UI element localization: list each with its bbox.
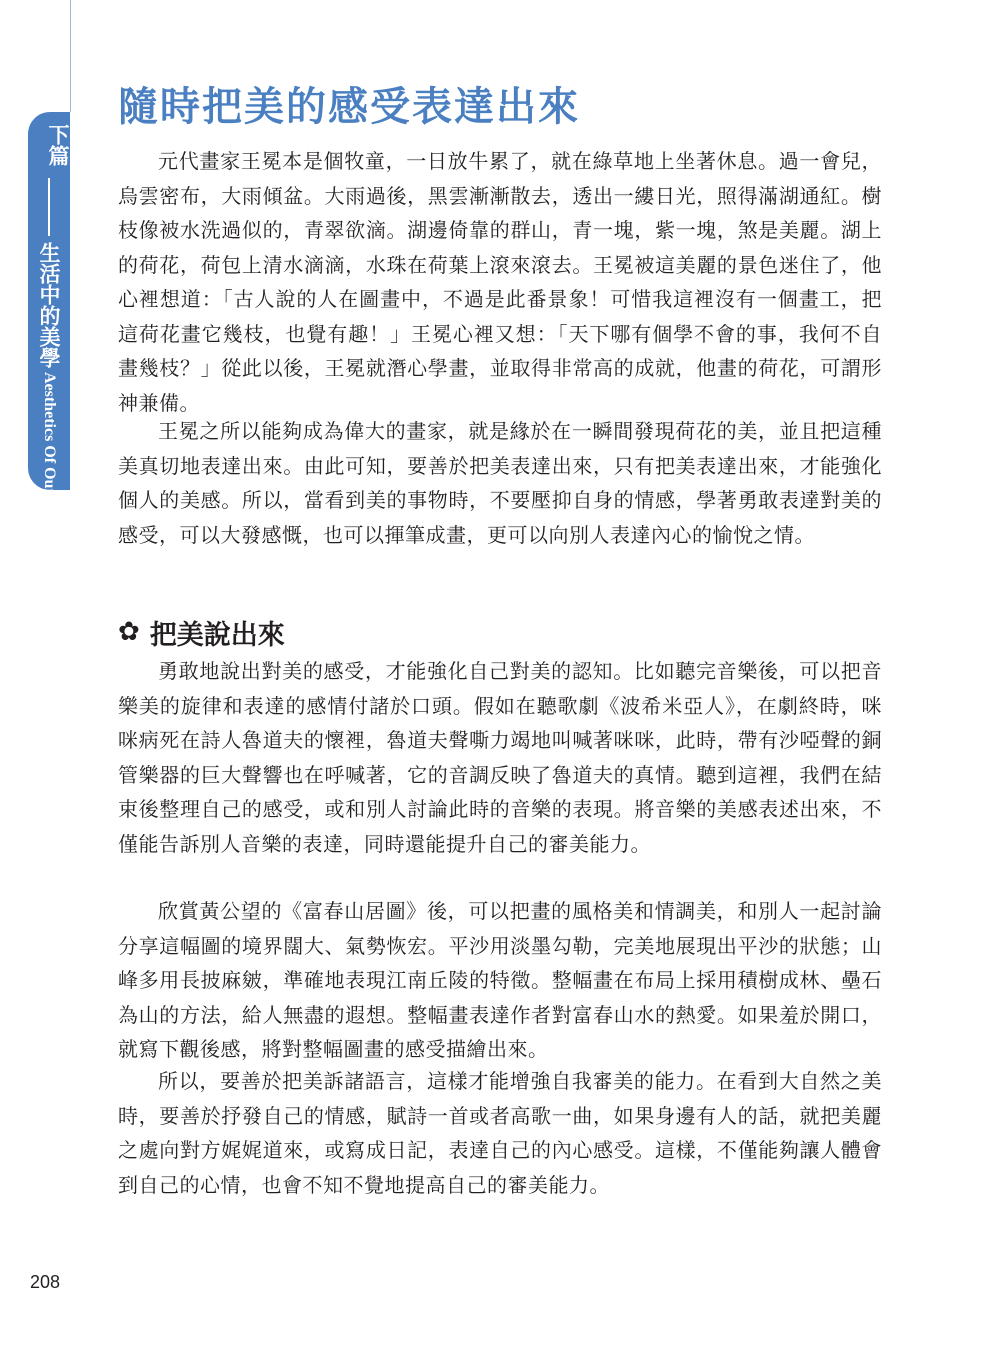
subheading-text: 把美說出來 <box>149 619 285 651</box>
paragraph-5: 所以，要善於把美訴諸語言，這樣才能增強自我審美的能力。在看到大自然之美時，要善於抒發自己的情感，賦詩一首或者高歌一曲，如果身邊有人的話，就把美麗之處向對方娓娓道來，或寫成日記，表達自己的內心感受。這樣，不僅能夠讓人體會到自己的心情，也會不知不覺地提高自己的審美能力。 <box>118 1069 882 1197</box>
section-label: 下篇 <box>46 124 71 166</box>
flower-icon: ✿ <box>118 617 140 647</box>
chapter-name-en: Aesthetics Of Our Life <box>41 372 58 527</box>
chapter-name <box>28 242 70 527</box>
chapter-name-zh: 生活中的美學 <box>37 242 62 368</box>
paragraph-4: 欣賞黃公望的《富春山居圖》後，可以把畫的風格美和情調美，和別人一起討論分享這幅圖的境界闊大、氣勢恢宏。平沙用淡墨勾勒，完美地展現出平沙的狀態；山峰多用長披麻皴，準確地表現江南丘陵的特徵。整幅畫在布局上採用積樹成林、壘石為山的方法，給人無盡的遐想。整幅畫表達作者對富春山水的熱愛。如果羞於開口，就寫下觀後感，將對整幅圖畫的感受描繪出來。 <box>118 899 882 1061</box>
chapter-side-tab <box>28 112 71 527</box>
margin-divider-line <box>70 0 71 112</box>
paragraph-1: 元代畫家王冕本是個牧童，一日放牛累了，就在綠草地上坐著休息。過一會兒，烏雲密布，大雨傾盆。大雨過後，黑雲漸漸散去，透出一縷日光，照得滿湖通紅。樹枝像被水洗過似的，青翠欲滴。湖邊倚靠的群山，青一塊，紫一塊，煞是美麗。湖上的荷花，荷包上清水滴滴，水珠在荷葉上滾來滾去。王冕被這美麗的景色迷住了，他心裡想道：「古人說的人在圖畫中，不過是此番景象！可惜我這裡沒有一個畫工，把這荷花畫它幾枝，也覺有趣！」王冕心裡又想：「天下哪有個學不會的事，我何不自畫幾枝？」從此以後，王冕就潛心學畫，並取得非常高的成就，他畫的荷花，可謂形神兼備。 <box>118 149 882 415</box>
tab-dash-divider <box>48 178 50 236</box>
page-number: 208 <box>30 1272 61 1292</box>
paragraph-3: 勇敢地說出對美的感受，才能強化自己對美的認知。比如聽完音樂後，可以把音樂美的旋律和表達的感情付諸於口頭。假如在聽歌劇《波希米亞人》，在劇終時，咪咪病死在詩人魯道夫的懷裡，魯道夫聲嘶力竭地叫喊著咪咪，此時，帶有沙啞聲的銅管樂器的巨大聲響也在呼喊著，它的音調反映了魯道夫的真情。聽到這裡，我們在結束後整理自己的感受，或和別人討論此時的音樂的表現。將音樂的美感表述出來，不僅能告訴別人音樂的表達，同時還能提升自己的審美能力。 <box>118 659 882 856</box>
page-title: 隨時把美的感受表達出來 <box>118 83 580 130</box>
paragraph-2: 王冕之所以能夠成為偉大的畫家，就是緣於在一瞬間發現荷花的美，並且把這種美真切地表達出來。由此可知，要善於把美表達出來，只有把美表達出來，才能強化個人的美感。所以，當看到美的事物時，不要壓抑自身的情感，學著勇敢表達對美的感受，可以大發感慨，也可以揮筆成畫，更可以向別人表達內心的愉悅之情。 <box>118 419 882 547</box>
section-subheading <box>118 612 285 652</box>
